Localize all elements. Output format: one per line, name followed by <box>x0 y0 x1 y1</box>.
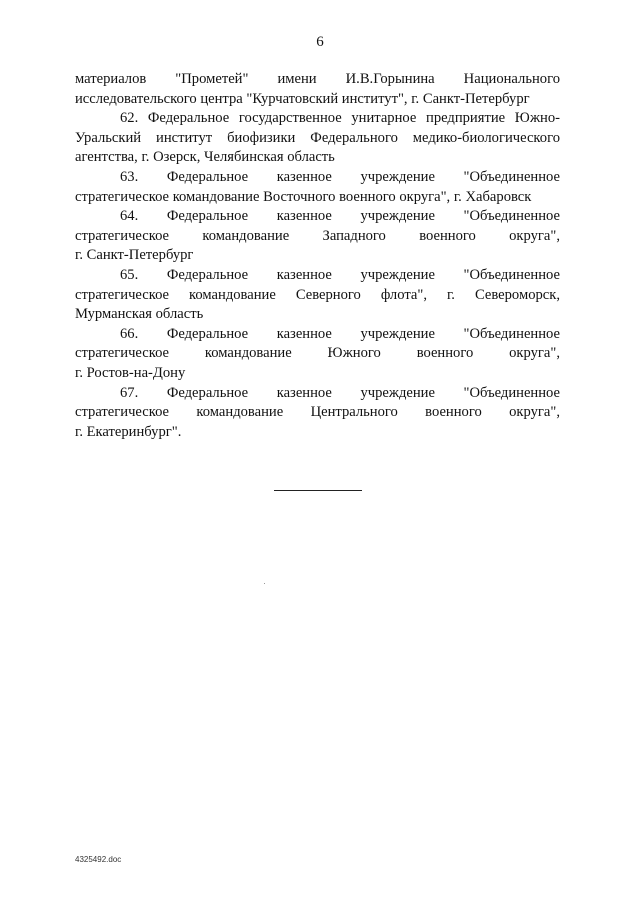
list-item-63 <box>75 168 560 207</box>
text-line: стратегическое командование Центрального военного округа", <box>75 404 560 421</box>
text-line: 67. Федеральное казенное учреждение "Объединенное <box>120 384 560 401</box>
text-line: 65. Федеральное казенное учреждение "Объединенное <box>120 266 560 283</box>
text-line: стратегическое командование Южного военного округа", <box>75 345 560 362</box>
text-line: г. Екатеринбург". <box>75 423 182 440</box>
list-item-62 <box>75 109 560 168</box>
text-line: 62. Федеральное государственное унитарное предприятие Южно- <box>120 110 560 127</box>
text-line: г. Ростов-на-Дону <box>75 364 186 381</box>
text-line: стратегическое командование Восточного военного округа", г. Хабаровск <box>75 188 532 205</box>
list-item-66 <box>75 325 560 384</box>
text-line: агентства, г. Озерск, Челябинская область <box>75 149 335 166</box>
end-separator-line <box>274 490 362 491</box>
text-line: стратегическое командование Северного флота", г. Североморск, <box>75 286 560 303</box>
paragraph-continuation <box>75 70 560 109</box>
document-body <box>75 70 560 442</box>
text-line: г. Санкт-Петербург <box>75 247 194 264</box>
page-number: 6 <box>316 34 324 50</box>
list-item-67 <box>75 384 560 443</box>
text-line: стратегическое командование Западного военного округа", <box>75 227 560 244</box>
list-item-64 <box>75 207 560 266</box>
scan-speck <box>264 583 265 584</box>
text-line: 63. Федеральное казенное учреждение "Объединенное <box>120 168 560 185</box>
text-line: Уральский институт биофизики Федерального медико-биологического <box>75 129 560 146</box>
list-item-65 <box>75 266 560 325</box>
text-line: 64. Федеральное казенное учреждение "Объединенное <box>120 208 560 225</box>
text-line: Мурманская область <box>75 306 204 323</box>
footer-file-name: 4325492.doc <box>75 855 122 864</box>
text-line: 66. Федеральное казенное учреждение "Объединенное <box>120 325 560 342</box>
text-line: материалов "Прометей" имени И.В.Горынина Национального <box>75 71 560 87</box>
text-line: исследовательского центра "Курчатовский институт", г. Санкт-Петербург <box>75 90 530 107</box>
